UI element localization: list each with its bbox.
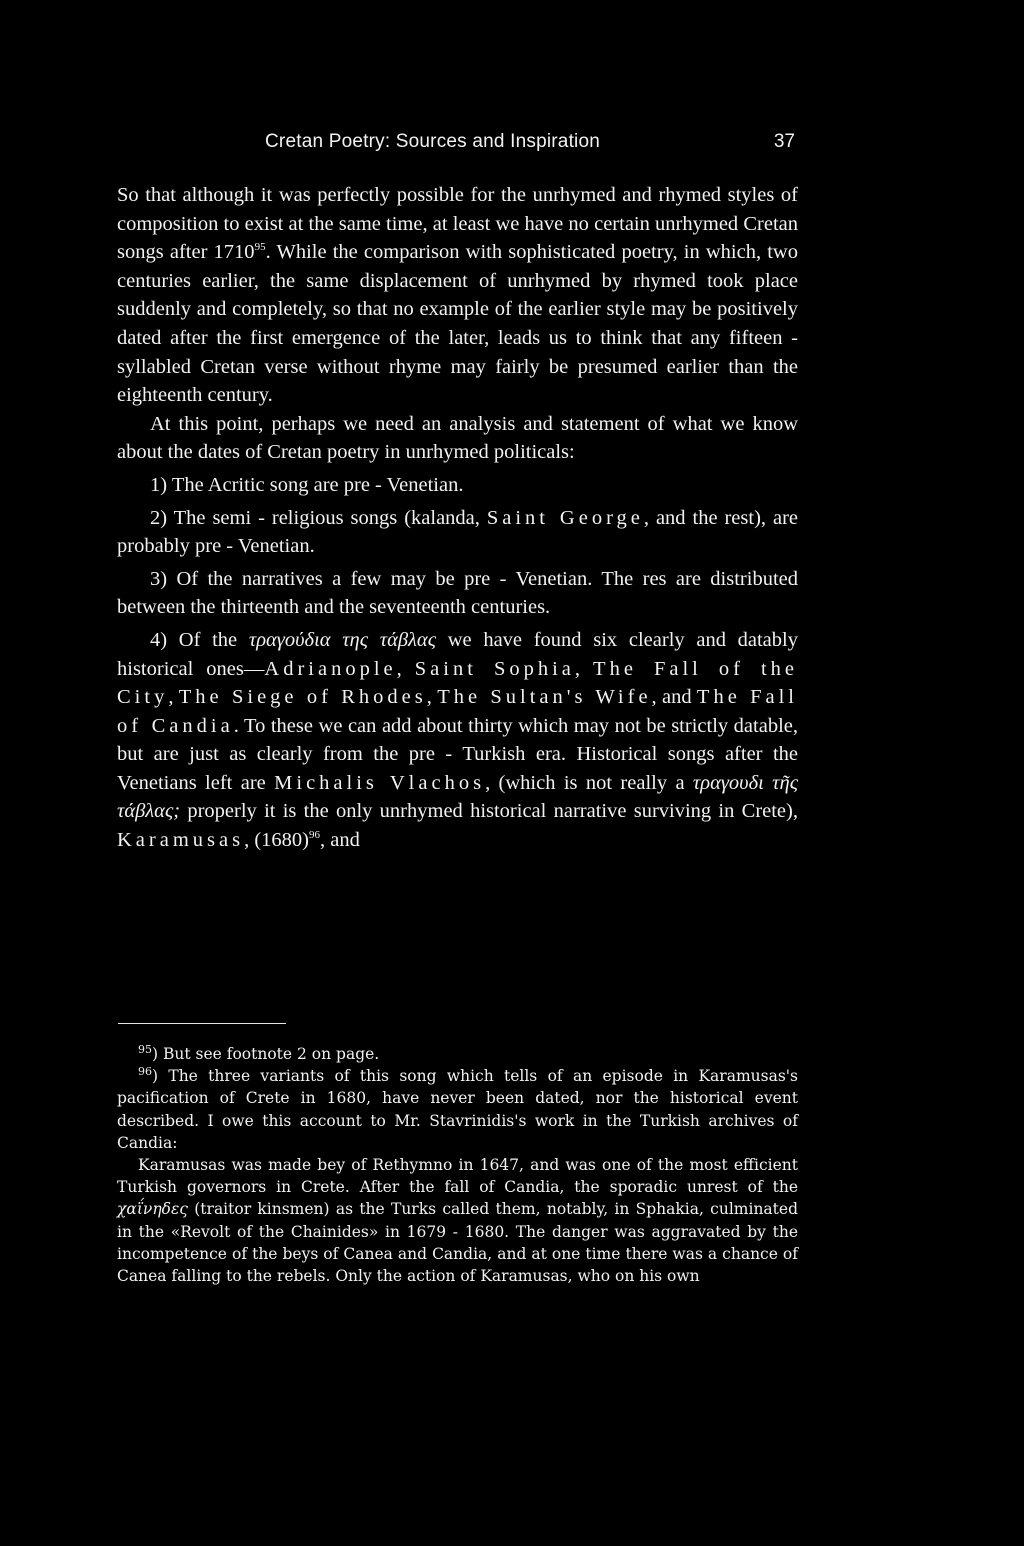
greek-phrase-1: τραγούδια της τάβλας [248,628,437,651]
footnote-95-text: ) But see footnote 2 on page. [152,1045,380,1063]
footnote-greek-phrase: χαΐνηδες [117,1200,188,1219]
list-item-4-text-h: . To these we can add about thirty which may not be strictly datable, but are just as clearly from the pre - Turkish era. Historical songs after the Venetians left are [117,714,798,794]
song-title-karamusas: Karamusas [117,829,245,852]
footnote-96-quote-b: (traitor kinsmen) as the Turks called them, notably, in Sphakia, culminated in the «Revolt of the Chainides» in 1679 - 1680. The danger was aggravated by the incompetence of the beys of Canea and Candia, and at one time there was a chance of Canea falling to the rebels. Only the action of Karamusas, who on his own [117,1200,798,1286]
paragraph-1-text-a: So that although it was perfectly possible for the unrhymed and rhymed styles of composition to exist at the same time, at least we have no certain unrhymed Cretan songs after 1710 [117,184,798,264]
song-title-michalis-vlachos: Michalis Vlachos [274,771,486,794]
paragraph-1-text-b: . While the comparison with sophisticated poetry, in which, two centuries earlier, the same displacement of unrhymed by rhymed took place suddenly and completely, so that no example of the earlier style may be positively dated after the first emergence of the later, leads us to think that any fifteen - syllabled Cretan verse without rhyme may fairly be presumed earlier than the eighteenth century. [117,241,798,407]
footnote-ref-95: 95 [254,241,266,254]
footnote-ref-96: 96 [309,829,320,842]
list-item-4-sep-d: , [574,657,594,680]
paragraph-1 [117,181,798,410]
list-item-4-text-a: 4) Of the [150,628,249,651]
list-item-4-sep-c: , [396,657,415,680]
song-title-fall-of-the-city: The Fall of the City [117,657,798,709]
list-item-1: 1) The Acritic song are pre - Venetian. [150,473,464,496]
footnotes [117,1043,798,1287]
list-item-4-text-k: , (1680) [244,829,309,852]
list-item-2-text-a: 2) The semi - religious songs (kalanda, [150,506,487,529]
running-header [265,131,795,161]
page-number: 37 [773,131,795,152]
list-item-4-text-b: we have found six clearly and datably historical ones— [117,628,798,680]
song-title-fall-of-candia: The Fall of Candia [117,686,799,737]
list-item-4 [117,626,798,855]
list-item-4-text-l: , and [320,829,360,852]
list-item-4-sep-g: , and [651,686,697,709]
footnote-divider [118,1023,286,1024]
song-title-saint-sophia: Saint Sophia [414,657,575,680]
footnote-96-quote-a: Karamusas was made bey of Rethymno in 1647, and was one of the most efficient Turkish governors in Crete. After the fall of Candia, the sporadic unrest of the [117,1156,798,1197]
list-item-3: 3) Of the narratives a few may be pre - Venetian. The res are distributed between the thirteenth and the seventeenth centuries. [117,567,798,619]
footnote-96 [117,1065,798,1154]
list-item-2 [117,504,798,561]
song-title-siege-of-rhodes: The Siege of Rhodes [178,686,427,709]
song-title-saint-george: Saint George [486,506,644,529]
main-text [117,181,798,855]
footnote-96-text: ) The three variants of this song which tells of an episode in Karamusas's pacification of Crete in 1680, have never been dated, nor the historical event described. I owe this account to Mr. Stavrinidis's work in the Turkish archives of Candia: [117,1067,798,1152]
list-item-2-text-b: , and the rest), are probably pre - Venetian. [117,506,798,558]
song-title-sultans-wife: The Sultan's Wife [437,686,652,709]
footnote-96-mark: 96 [138,1065,152,1079]
footnote-95-mark: 95 [138,1042,152,1056]
list-item-4-text-j: properly it is the only unrhymed historical narrative surviving in Crete), [180,800,798,823]
list-item-4-sep-e: , [168,686,179,709]
song-title-adrianople: Adrianople [264,657,397,680]
paragraph-2: At this point, perhaps we need an analysis and statement of what we know about the dates of Cretan poetry in unrhymed politicals: [117,412,798,464]
running-title: Cretan Poetry: Sources and Inspiration [265,131,600,152]
list-item-4-text-i: , (which is not really a [485,771,693,794]
greek-phrase-2: τραγουδι τῆς τάβλας; [117,771,799,823]
list-item-4-sep-f: , [426,686,438,709]
footnote-96-quote [117,1154,798,1287]
footnote-95 [117,1043,798,1065]
